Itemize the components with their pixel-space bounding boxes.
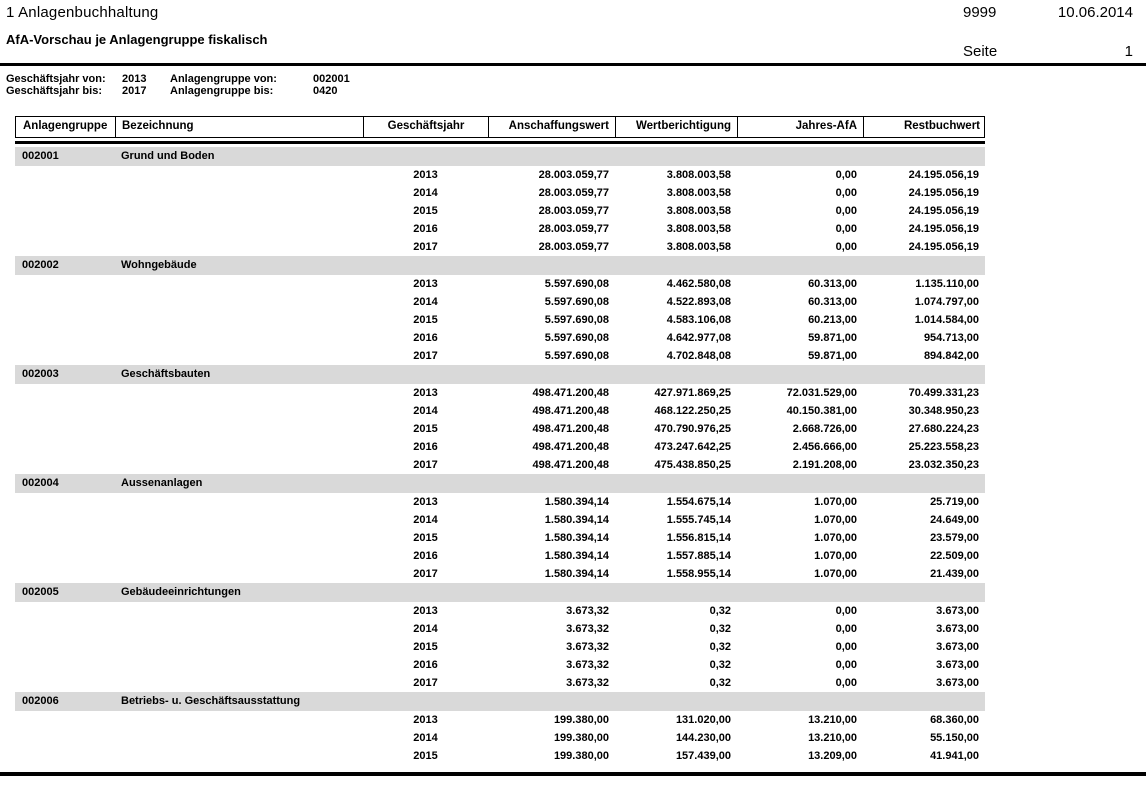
anschaffungswert-cell: 498.471.200,48	[532, 440, 609, 453]
jahres-afa-cell: 0,00	[835, 658, 857, 671]
wertberichtigung-cell: 0,32	[709, 658, 731, 671]
wertberichtigung-cell: 1.558.955,14	[666, 567, 731, 580]
empty-cell	[115, 620, 363, 638]
empty-cell	[115, 384, 363, 402]
jahres-afa-cell: 1.070,00	[814, 513, 857, 526]
wertberichtigung-cell: 157.439,00	[675, 749, 731, 762]
empty-cell	[115, 547, 363, 565]
year-cell: 2014	[413, 186, 438, 199]
anschaffungswert-cell: 3.673,32	[566, 676, 609, 689]
wertberichtigung-cell: 0,32	[709, 640, 731, 653]
table-row	[15, 493, 985, 511]
year-cell: 2017	[413, 567, 438, 580]
table-row	[15, 402, 985, 420]
restbuchwert-cell: 954.713,00	[923, 331, 979, 344]
jahres-afa-cell: 2.191.208,00	[792, 458, 857, 471]
group-name-cell: Geschäftsbauten	[121, 367, 211, 380]
filter-block	[0, 66, 1146, 97]
empty-cell	[15, 311, 115, 329]
restbuchwert-cell: 24.195.056,19	[908, 222, 979, 235]
jahres-afa-cell: 0,00	[835, 604, 857, 617]
empty-cell	[115, 711, 363, 729]
year-cell: 2016	[413, 440, 438, 453]
year-cell: 2013	[413, 386, 438, 399]
empty-cell	[15, 238, 115, 256]
table-row	[15, 438, 985, 456]
group-code-cell: 002006	[22, 694, 59, 707]
empty-cell	[15, 602, 115, 620]
empty-cell	[15, 166, 115, 184]
group-code-cell: 002005	[22, 585, 59, 598]
empty-cell	[115, 238, 363, 256]
anschaffungswert-cell: 1.580.394,14	[544, 495, 609, 508]
group-name-cell: Betriebs- u. Geschäftsausstattung	[121, 694, 301, 707]
anschaffungswert-cell: 1.580.394,14	[544, 531, 609, 544]
asset-group-row	[15, 583, 985, 602]
jahres-afa-cell: 59.871,00	[808, 349, 857, 362]
wertberichtigung-cell: 475.438.850,25	[654, 458, 731, 471]
asset-group-row	[15, 256, 985, 275]
filter-row-from	[6, 73, 1146, 85]
afa-table	[15, 116, 985, 765]
jahres-afa-cell: 0,00	[835, 222, 857, 235]
year-cell: 2016	[413, 658, 438, 671]
jahres-afa-cell: 0,00	[835, 204, 857, 217]
year-cell: 2013	[413, 713, 438, 726]
empty-cell	[115, 602, 363, 620]
group-name-cell: Aussenanlagen	[121, 476, 203, 489]
table-row	[15, 166, 985, 184]
column-header-restbuchwert: Restbuchwert	[903, 120, 980, 132]
year-to-value: 2017	[122, 85, 147, 97]
anschaffungswert-cell: 5.597.690,08	[544, 331, 609, 344]
empty-cell	[115, 420, 363, 438]
wertberichtigung-cell: 4.642.977,08	[666, 331, 731, 344]
empty-cell	[15, 456, 115, 474]
filter-row-to	[6, 85, 1146, 97]
empty-cell	[115, 729, 363, 747]
client-number: 9999	[963, 4, 997, 21]
empty-cell	[15, 293, 115, 311]
table-row	[15, 456, 985, 474]
wertberichtigung-cell: 3.808.003,58	[666, 222, 731, 235]
empty-cell	[115, 329, 363, 347]
group-code-cell: 002003	[22, 367, 59, 380]
empty-cell	[15, 638, 115, 656]
anschaffungswert-cell: 3.673,32	[566, 640, 609, 653]
restbuchwert-cell: 30.348.950,23	[908, 404, 979, 417]
restbuchwert-cell: 22.509,00	[930, 549, 979, 562]
year-cell: 2013	[413, 277, 438, 290]
wertberichtigung-cell: 1.557.885,14	[666, 549, 731, 562]
empty-cell	[15, 711, 115, 729]
asset-group-row	[15, 365, 985, 384]
anschaffungswert-cell: 28.003.059,77	[538, 240, 609, 253]
table-row	[15, 420, 985, 438]
empty-cell	[15, 347, 115, 365]
table-row	[15, 747, 985, 765]
year-cell: 2017	[413, 458, 438, 471]
anschaffungswert-cell: 3.673,32	[566, 658, 609, 671]
wertberichtigung-cell: 1.555.745,14	[666, 513, 731, 526]
empty-cell	[115, 529, 363, 547]
group-name-cell: Gebäudeeinrichtungen	[121, 585, 241, 598]
restbuchwert-cell: 1.074.797,00	[914, 295, 979, 308]
empty-cell	[115, 202, 363, 220]
asset-group-row	[15, 147, 985, 166]
wertberichtigung-cell: 144.230,00	[675, 731, 731, 744]
empty-cell	[15, 202, 115, 220]
jahres-afa-cell: 2.456.666,00	[792, 440, 857, 453]
report-title: AfA-Vorschau je Anlagengruppe fiskalisch	[6, 32, 268, 47]
empty-cell	[115, 166, 363, 184]
table-row	[15, 275, 985, 293]
empty-cell	[115, 638, 363, 656]
jahres-afa-cell: 13.210,00	[808, 731, 857, 744]
year-cell: 2016	[413, 331, 438, 344]
year-cell: 2014	[413, 622, 438, 635]
anschaffungswert-cell: 498.471.200,48	[532, 422, 609, 435]
empty-cell	[115, 402, 363, 420]
year-cell: 2015	[413, 749, 438, 762]
restbuchwert-cell: 21.439,00	[930, 567, 979, 580]
anschaffungswert-cell: 5.597.690,08	[544, 349, 609, 362]
client-date-line	[963, 4, 1133, 21]
group-code-cell: 002004	[22, 476, 59, 489]
restbuchwert-cell: 1.014.584,00	[914, 313, 979, 326]
table-header-row	[15, 116, 985, 138]
restbuchwert-cell: 68.360,00	[930, 713, 979, 726]
table-row	[15, 620, 985, 638]
empty-cell	[15, 402, 115, 420]
empty-cell	[15, 184, 115, 202]
page-number: 1	[1124, 43, 1133, 60]
wertberichtigung-cell: 4.522.893,08	[666, 295, 731, 308]
anschaffungswert-cell: 199.380,00	[553, 731, 609, 744]
anschaffungswert-cell: 1.580.394,14	[544, 513, 609, 526]
year-cell: 2015	[413, 531, 438, 544]
wertberichtigung-cell: 3.808.003,58	[666, 204, 731, 217]
group-code-cell: 002002	[22, 258, 59, 271]
empty-cell	[15, 275, 115, 293]
wertberichtigung-cell: 131.020,00	[675, 713, 731, 726]
empty-cell	[15, 384, 115, 402]
table-row	[15, 729, 985, 747]
table-row	[15, 638, 985, 656]
anschaffungswert-cell: 498.471.200,48	[532, 458, 609, 471]
jahres-afa-cell: 0,00	[835, 676, 857, 689]
empty-cell	[115, 311, 363, 329]
anschaffungswert-cell: 1.580.394,14	[544, 549, 609, 562]
group-to-label: Anlagengruppe bis:	[170, 85, 274, 97]
empty-cell	[15, 511, 115, 529]
empty-cell	[15, 656, 115, 674]
year-cell: 2015	[413, 204, 438, 217]
table-row	[15, 220, 985, 238]
empty-cell	[15, 493, 115, 511]
jahres-afa-cell: 0,00	[835, 240, 857, 253]
table-row	[15, 293, 985, 311]
column-header-bezeichnung: Bezeichnung	[116, 117, 364, 137]
empty-cell	[115, 511, 363, 529]
restbuchwert-cell: 24.649,00	[930, 513, 979, 526]
empty-cell	[15, 729, 115, 747]
jahres-afa-cell: 13.210,00	[808, 713, 857, 726]
jahres-afa-cell: 2.668.726,00	[792, 422, 857, 435]
table-row	[15, 511, 985, 529]
empty-cell	[115, 220, 363, 238]
table-row	[15, 347, 985, 365]
year-cell: 2015	[413, 640, 438, 653]
anschaffungswert-cell: 28.003.059,77	[538, 204, 609, 217]
table-row	[15, 602, 985, 620]
anschaffungswert-cell: 5.597.690,08	[544, 277, 609, 290]
column-header-jahres-afa: Jahres-AfA	[738, 117, 864, 137]
year-cell: 2015	[413, 422, 438, 435]
jahres-afa-cell: 60.213,00	[808, 313, 857, 326]
wertberichtigung-cell: 1.554.675,14	[666, 495, 731, 508]
empty-cell	[115, 565, 363, 583]
jahres-afa-cell: 1.070,00	[814, 531, 857, 544]
anschaffungswert-cell: 5.597.690,08	[544, 313, 609, 326]
jahres-afa-cell: 0,00	[835, 168, 857, 181]
year-to-label: Geschäftsjahr bis:	[6, 85, 102, 97]
anschaffungswert-cell: 3.673,32	[566, 622, 609, 635]
year-cell: 2016	[413, 222, 438, 235]
wertberichtigung-cell: 3.808.003,58	[666, 240, 731, 253]
jahres-afa-cell: 60.313,00	[808, 295, 857, 308]
footer-divider	[0, 772, 1146, 776]
wertberichtigung-cell: 0,32	[709, 622, 731, 635]
wertberichtigung-cell: 427.971.869,25	[654, 386, 731, 399]
restbuchwert-cell: 24.195.056,19	[908, 168, 979, 181]
year-cell: 2017	[413, 349, 438, 362]
empty-cell	[115, 438, 363, 456]
wertberichtigung-cell: 4.583.106,08	[666, 313, 731, 326]
anschaffungswert-cell: 28.003.059,77	[538, 186, 609, 199]
jahres-afa-cell: 60.313,00	[808, 277, 857, 290]
jahres-afa-cell: 59.871,00	[808, 331, 857, 344]
jahres-afa-cell: 1.070,00	[814, 567, 857, 580]
anschaffungswert-cell: 199.380,00	[553, 749, 609, 762]
anschaffungswert-cell: 199.380,00	[553, 713, 609, 726]
jahres-afa-cell: 0,00	[835, 622, 857, 635]
year-from-label: Geschäftsjahr von:	[6, 73, 106, 85]
table-row	[15, 565, 985, 583]
empty-cell	[115, 184, 363, 202]
restbuchwert-cell: 24.195.056,19	[908, 204, 979, 217]
asset-group-row	[15, 692, 985, 711]
empty-cell	[115, 747, 363, 765]
anschaffungswert-cell: 498.471.200,48	[532, 404, 609, 417]
group-from-label: Anlagengruppe von:	[170, 73, 277, 85]
restbuchwert-cell: 3.673,00	[936, 676, 979, 689]
anschaffungswert-cell: 1.580.394,14	[544, 567, 609, 580]
restbuchwert-cell: 3.673,00	[936, 640, 979, 653]
jahres-afa-cell: 40.150.381,00	[786, 404, 857, 417]
group-to-value: 0420	[313, 85, 338, 97]
page-number-line	[963, 43, 1133, 60]
report-date: 10.06.2014	[1057, 4, 1133, 21]
anschaffungswert-cell: 3.673,32	[566, 604, 609, 617]
restbuchwert-cell: 24.195.056,19	[908, 186, 979, 199]
empty-cell	[115, 293, 363, 311]
table-row	[15, 311, 985, 329]
year-cell: 2013	[413, 495, 438, 508]
year-cell: 2014	[413, 295, 438, 308]
table-row	[15, 529, 985, 547]
column-header-anschaffungswert: Anschaffungswert	[489, 117, 616, 137]
wertberichtigung-cell: 470.790.976,25	[654, 422, 731, 435]
empty-cell	[115, 347, 363, 365]
restbuchwert-cell: 894.842,00	[923, 349, 979, 362]
empty-cell	[15, 674, 115, 692]
table-body	[15, 147, 985, 765]
empty-cell	[15, 620, 115, 638]
restbuchwert-cell: 41.941,00	[930, 749, 979, 762]
anschaffungswert-cell: 5.597.690,08	[544, 295, 609, 308]
restbuchwert-cell: 27.680.224,23	[908, 422, 979, 435]
column-header-anlagengruppe: Anlagengruppe	[16, 117, 116, 137]
jahres-afa-cell: 0,00	[835, 186, 857, 199]
empty-cell	[15, 547, 115, 565]
restbuchwert-cell: 3.673,00	[936, 658, 979, 671]
anschaffungswert-cell: 498.471.200,48	[532, 386, 609, 399]
group-name-cell: Grund und Boden	[121, 149, 215, 162]
table-header-divider	[15, 141, 985, 144]
page-title: 1 Anlagenbuchhaltung	[6, 4, 159, 21]
wertberichtigung-cell: 4.462.580,08	[666, 277, 731, 290]
wertberichtigung-cell: 468.122.250,25	[654, 404, 731, 417]
empty-cell	[115, 656, 363, 674]
year-cell: 2014	[413, 513, 438, 526]
group-code-cell: 002001	[22, 149, 59, 162]
year-cell: 2014	[413, 731, 438, 744]
restbuchwert-cell: 25.719,00	[930, 495, 979, 508]
jahres-afa-cell: 1.070,00	[814, 495, 857, 508]
empty-cell	[115, 493, 363, 511]
table-row	[15, 184, 985, 202]
wertberichtigung-cell: 3.808.003,58	[666, 186, 731, 199]
year-cell: 2015	[413, 313, 438, 326]
table-row	[15, 711, 985, 729]
jahres-afa-cell: 72.031.529,00	[786, 386, 857, 399]
year-cell: 2014	[413, 404, 438, 417]
year-cell: 2013	[413, 604, 438, 617]
restbuchwert-cell: 70.499.331,23	[908, 386, 979, 399]
year-cell: 2013	[413, 168, 438, 181]
wertberichtigung-cell: 0,32	[709, 676, 731, 689]
table-row	[15, 384, 985, 402]
table-row	[15, 202, 985, 220]
jahres-afa-cell: 1.070,00	[814, 549, 857, 562]
wertberichtigung-cell: 1.556.815,14	[666, 531, 731, 544]
jahres-afa-cell: 0,00	[835, 640, 857, 653]
page-number-label: Seite	[963, 43, 998, 60]
wertberichtigung-cell: 3.808.003,58	[666, 168, 731, 181]
group-from-value: 002001	[313, 73, 350, 85]
empty-cell	[15, 565, 115, 583]
year-cell: 2016	[413, 549, 438, 562]
asset-group-row	[15, 474, 985, 493]
restbuchwert-cell: 1.135.110,00	[915, 277, 979, 290]
year-cell: 2017	[413, 240, 438, 253]
report-header	[0, 0, 1146, 66]
table-row	[15, 238, 985, 256]
restbuchwert-cell: 55.150,00	[930, 731, 979, 744]
table-row	[15, 547, 985, 565]
wertberichtigung-cell: 0,32	[709, 604, 731, 617]
jahres-afa-cell: 13.209,00	[808, 749, 857, 762]
anschaffungswert-cell: 28.003.059,77	[538, 222, 609, 235]
restbuchwert-cell: 3.673,00	[936, 622, 979, 635]
restbuchwert-cell: 24.195.056,19	[908, 240, 979, 253]
empty-cell	[115, 275, 363, 293]
empty-cell	[15, 420, 115, 438]
table-row	[15, 656, 985, 674]
empty-cell	[15, 220, 115, 238]
empty-cell	[15, 529, 115, 547]
restbuchwert-cell: 23.579,00	[930, 531, 979, 544]
empty-cell	[15, 438, 115, 456]
wertberichtigung-cell: 473.247.642,25	[654, 440, 731, 453]
column-header-geschaeftsjahr: Geschäftsjahr	[364, 117, 489, 137]
table-row	[15, 674, 985, 692]
group-name-cell: Wohngebäude	[121, 258, 197, 271]
empty-cell	[115, 674, 363, 692]
restbuchwert-cell: 23.032.350,23	[908, 458, 979, 471]
wertberichtigung-cell: 4.702.848,08	[666, 349, 731, 362]
year-cell: 2017	[413, 676, 438, 689]
restbuchwert-cell: 3.673,00	[936, 604, 979, 617]
year-from-value: 2013	[122, 73, 147, 85]
restbuchwert-cell: 25.223.558,23	[908, 440, 979, 453]
column-header-wertberichtigung: Wertberichtigung	[616, 117, 738, 137]
table-row	[15, 329, 985, 347]
empty-cell	[15, 329, 115, 347]
empty-cell	[15, 747, 115, 765]
empty-cell	[115, 456, 363, 474]
anschaffungswert-cell: 28.003.059,77	[538, 168, 609, 181]
